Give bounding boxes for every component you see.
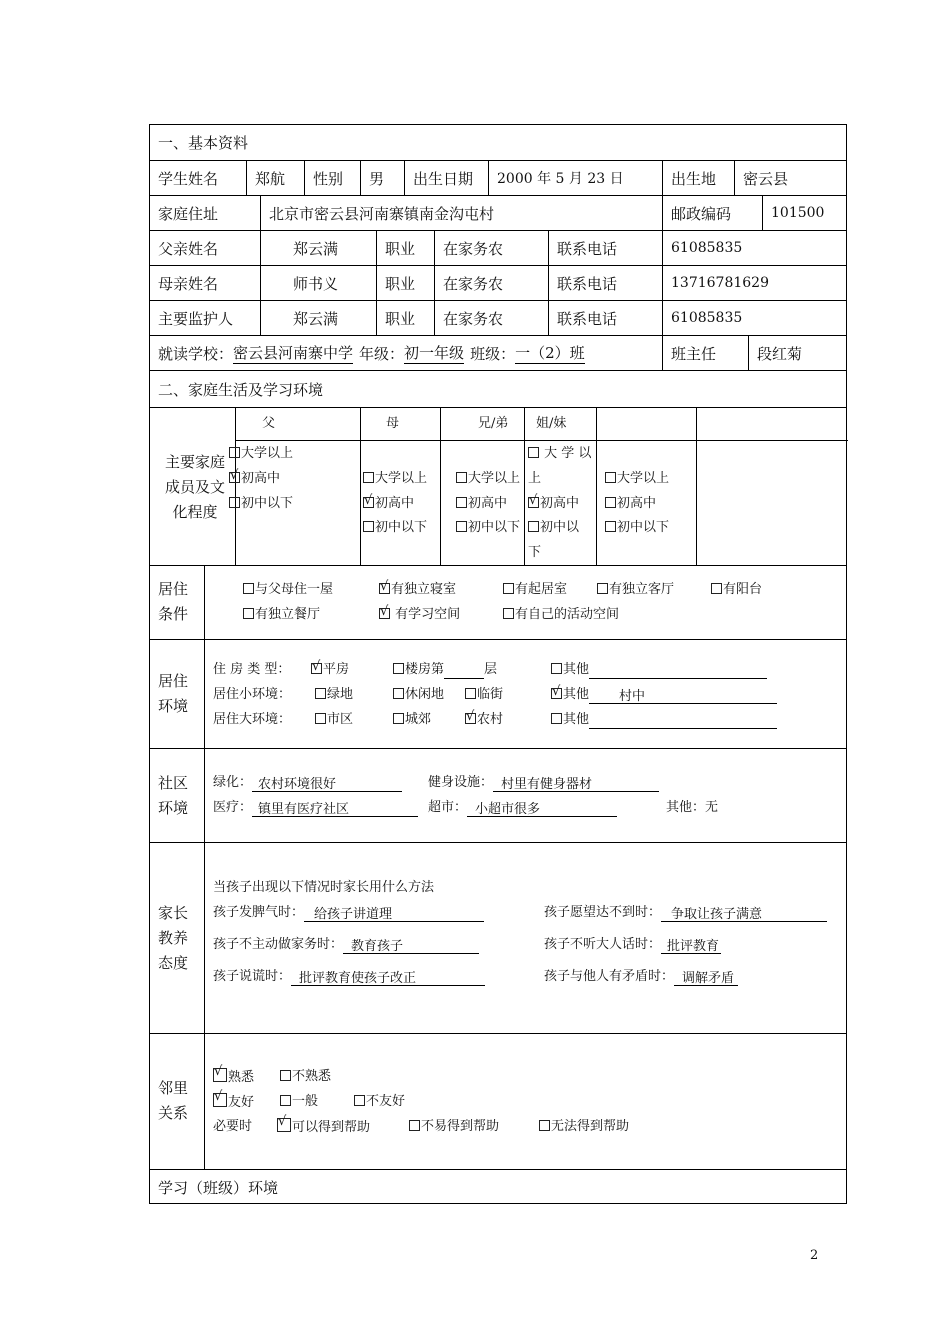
market-value[interactable]: 小超市很多 (467, 801, 617, 817)
option-label: 临街 (477, 687, 504, 702)
floor-blank[interactable] (444, 662, 484, 679)
checkbox-icon (393, 688, 404, 699)
gender-label: 性别 (304, 161, 360, 195)
teacher-label: 班主任 (662, 336, 748, 370)
answer[interactable]: 争取让孩子满意 (661, 906, 827, 922)
option-label: 不易得到帮助 (421, 1119, 500, 1134)
birthplace-value: 密云县 (734, 161, 848, 195)
guardian-job-label: 职业 (376, 301, 434, 335)
living-option[interactable] (243, 581, 333, 599)
option-label: 初中以下 (241, 496, 294, 511)
father-label: 父亲姓名 (158, 239, 219, 258)
option-label: 平房 (323, 662, 350, 677)
large-other-blank[interactable] (589, 712, 777, 729)
father-phone: 61085835 (662, 231, 848, 265)
checkbox-icon (551, 713, 562, 724)
checkbox-icon (243, 608, 254, 619)
parenting-q5 (213, 968, 485, 986)
checked-checkbox-icon (363, 497, 374, 508)
fitness-value[interactable]: 村里有健身器材 (493, 776, 659, 792)
question: 孩子说谎时： (213, 969, 292, 984)
checkbox-icon (243, 583, 254, 594)
mother-name: 师书义 (260, 266, 376, 300)
mother-phone-label: 联系电话 (548, 266, 662, 300)
section2-row (150, 370, 846, 407)
living-option[interactable] (503, 606, 619, 624)
parenting-intro: 当孩子出现以下情况时家长用什么方法 (213, 880, 435, 895)
header-father: 父 (262, 416, 276, 431)
field-label: 超市： (428, 800, 468, 815)
checkbox-icon (393, 663, 404, 674)
label-line: 关系 (158, 1104, 189, 1122)
option-label: 市区 (327, 712, 354, 727)
birthplace-label: 出生地 (662, 161, 734, 195)
school-row (150, 335, 846, 370)
gender-value: 男 (360, 161, 404, 195)
option-label: 层 (484, 662, 498, 677)
label-line: 条件 (158, 605, 189, 623)
friendly-option[interactable] (213, 1093, 254, 1112)
large-other-option[interactable] (551, 711, 777, 729)
living-option[interactable] (503, 581, 567, 599)
option-label: 与父母住一屋 (255, 582, 334, 597)
community-other: 其他：无 (666, 800, 719, 815)
option-label: 无法得到帮助 (551, 1119, 630, 1134)
living-option[interactable] (243, 606, 320, 624)
extra-mid-option[interactable] (605, 495, 656, 513)
building-option[interactable] (393, 661, 497, 679)
postcode-value: 101500 (762, 196, 848, 230)
checked-checkbox-icon (229, 472, 240, 483)
checkbox-icon (456, 497, 467, 508)
flat-option[interactable] (311, 661, 349, 679)
section1-title: 一、基本资料 (158, 134, 249, 152)
field-label: 健身设施： (428, 775, 494, 790)
option-label: 不友好 (366, 1094, 406, 1109)
street-option[interactable] (465, 686, 503, 704)
guardian-phone-label: 联系电话 (548, 301, 662, 335)
checkbox-icon (315, 688, 326, 699)
option-label: 其他 (563, 687, 590, 702)
parenting-q6 (544, 968, 738, 986)
checkbox-icon (229, 497, 240, 508)
medical-value[interactable]: 镇里有医疗社区 (252, 801, 418, 817)
student-info-form (149, 124, 847, 1204)
checked-checkbox-icon (213, 1068, 227, 1082)
checkbox-icon (597, 583, 608, 594)
postcode-label: 邮政编码 (662, 196, 762, 230)
living-environment-label (158, 669, 198, 719)
checkbox-icon (528, 521, 539, 532)
option-label: 初中以下 (375, 520, 428, 535)
option-label: 友好 (228, 1095, 255, 1110)
suburb-option[interactable] (393, 711, 431, 729)
answer[interactable]: 调解矛盾 (674, 970, 738, 986)
checked-checkbox-icon (528, 497, 539, 508)
familiar-option[interactable] (213, 1068, 254, 1087)
class-label: 班级： (470, 344, 516, 363)
checkbox-icon (363, 472, 374, 483)
sister-above-option[interactable] (528, 445, 591, 463)
living-option[interactable] (379, 606, 460, 624)
checkbox-icon (503, 608, 514, 619)
urban-option[interactable] (315, 711, 353, 729)
father-job: 在家务农 (434, 231, 548, 265)
school-value: 密云县河南寨中学 (233, 344, 354, 362)
option-label: 初高中 (468, 496, 508, 511)
checkbox-icon (280, 1070, 291, 1081)
label-line: 社区 (158, 774, 189, 792)
checkbox-icon (456, 521, 467, 532)
checkbox-icon (465, 688, 476, 699)
option-label: 城郊 (405, 712, 432, 727)
extra-below-option[interactable] (605, 519, 669, 537)
answer[interactable]: 批评教育 (661, 938, 721, 954)
page-number: 2 (810, 1248, 819, 1263)
father-above-option[interactable] (229, 445, 293, 463)
checkbox-icon (315, 713, 326, 724)
unfriendly-option[interactable] (354, 1093, 405, 1111)
checked-checkbox-icon (551, 688, 562, 699)
living-conditions-label (158, 577, 198, 627)
guardian-name: 郑云满 (260, 301, 376, 335)
sister-below-cont: 下 (528, 545, 542, 560)
large-env-label: 居住大环境： (213, 712, 292, 727)
guardian-job: 在家务农 (434, 301, 548, 335)
option-label: 其他 (563, 662, 590, 677)
header-sister: 姐/妹 (536, 416, 567, 431)
fitness-field (428, 774, 659, 792)
question: 孩子发脾气时： (213, 905, 305, 920)
option-label: 大学以上 (617, 471, 670, 486)
medical-field (213, 799, 418, 817)
parenting-q1 (213, 904, 484, 922)
leisure-option[interactable] (393, 686, 444, 704)
guardian-row (150, 300, 846, 335)
family-education-label (156, 450, 234, 525)
study-env-title: 学习（班级）环境 (158, 1179, 279, 1197)
study-env-row (150, 1169, 846, 1205)
label-line: 成员及文 (164, 478, 225, 496)
option-label: 初中以下 (468, 520, 521, 535)
label-line: 环境 (158, 799, 189, 817)
header-mother: 母 (386, 416, 400, 431)
class-value: 一（2）班 (515, 344, 585, 362)
checkbox-icon (551, 663, 562, 674)
brother-mid-option[interactable] (456, 495, 507, 513)
parenting-q3 (213, 936, 479, 954)
school-label: 就读学校： (158, 344, 234, 363)
label-line: 态度 (158, 954, 189, 972)
section2-title: 二、家庭生活及学习环境 (158, 380, 324, 399)
living-option[interactable] (597, 581, 674, 599)
checked-checkbox-icon (465, 713, 476, 724)
birth-value: 2000 年 5 月 23 日 (488, 161, 662, 195)
mother-mid-option[interactable] (363, 495, 414, 513)
living-conditions-row (150, 565, 846, 639)
question: 孩子不主动做家务时： (213, 937, 344, 952)
mother-job-label: 职业 (376, 266, 434, 300)
community-label (158, 771, 198, 821)
checkbox-icon (393, 713, 404, 724)
section1-row (150, 125, 846, 160)
living-option[interactable] (379, 581, 456, 599)
checked-checkbox-icon (277, 1118, 291, 1132)
family-education-row (150, 407, 846, 565)
option-label: 其他 (563, 712, 590, 727)
checkbox-icon (280, 1095, 291, 1106)
father-job-label: 职业 (376, 231, 434, 265)
option-label: 可以得到帮助 (292, 1120, 371, 1135)
option-label: 绿地 (327, 687, 354, 702)
housing-type-label: 住 房 类 型： (213, 662, 291, 677)
question: 孩子不听大人话时： (544, 937, 662, 952)
option-label: 不熟悉 (292, 1069, 332, 1084)
checkbox-icon (605, 497, 616, 508)
option-label: 有起居室 (515, 582, 568, 597)
header-brother: 兄/弟 (478, 416, 509, 431)
checked-checkbox-icon (311, 663, 322, 674)
checkbox-icon (503, 583, 514, 594)
help-no-option[interactable] (539, 1118, 629, 1136)
neighbors-label (158, 1076, 198, 1126)
option-label: 有独立寝室 (391, 582, 457, 597)
normal-option[interactable] (280, 1093, 318, 1111)
field-label: 医疗： (213, 800, 253, 815)
option-label: 大学以上 (375, 471, 428, 486)
brother-above-option[interactable] (456, 470, 520, 488)
parenting-label (158, 901, 198, 976)
housing-other-option[interactable] (551, 661, 767, 679)
help-hard-option[interactable] (409, 1118, 499, 1136)
question: 孩子与他人有矛盾时： (544, 969, 675, 984)
checkbox-icon (528, 447, 539, 458)
student-row (150, 160, 846, 195)
parenting-q4 (544, 936, 721, 954)
guardian-phone: 61085835 (662, 301, 848, 335)
parenting-q2 (544, 904, 827, 922)
checkbox-icon (605, 521, 616, 532)
label-line: 主要家庭 (164, 453, 225, 471)
birth-label: 出生日期 (404, 161, 488, 195)
label-line: 化程度 (172, 503, 218, 521)
option-label: 初高中 (617, 496, 657, 511)
mother-label: 母亲姓名 (158, 274, 219, 293)
option-label: 初高中 (241, 471, 281, 486)
father-phone-label: 联系电话 (548, 231, 662, 265)
greening-value[interactable]: 农村环境很好 (252, 776, 402, 792)
community-row (150, 748, 846, 842)
option-label: 初高中 (375, 496, 415, 511)
sister-below-option[interactable] (528, 519, 579, 537)
name-value: 郑航 (246, 161, 304, 195)
label-line: 环境 (158, 697, 189, 715)
sister-above-cont: 上 (528, 471, 542, 486)
checkbox-icon (539, 1120, 550, 1131)
option-label: 有学习空间 (395, 607, 461, 622)
option-label: 有阳台 (723, 582, 763, 597)
small-other-option[interactable] (551, 686, 777, 704)
checked-checkbox-icon (379, 583, 390, 594)
greening-field (213, 774, 402, 792)
extra-above-option[interactable] (605, 470, 669, 488)
address-value: 北京市密云县河南寨镇南金沟屯村 (260, 196, 662, 230)
teacher-value: 段红菊 (748, 336, 848, 370)
checkbox-icon (456, 472, 467, 483)
option-label: 有独立餐厅 (255, 607, 321, 622)
option-label: 一般 (292, 1094, 319, 1109)
label-line: 居住 (158, 672, 189, 690)
checkbox-icon (354, 1095, 365, 1106)
option-label: 初中以 (540, 520, 580, 535)
option-label: 楼房第 (405, 662, 445, 677)
checkbox-icon (605, 472, 616, 483)
address-label: 家庭住址 (158, 204, 219, 223)
living-environment-row (150, 639, 846, 748)
small-other-value[interactable]: 村中 (589, 688, 777, 704)
father-mid-option[interactable] (229, 470, 280, 488)
mother-phone: 13716781629 (662, 266, 848, 300)
help-yes-option[interactable] (277, 1118, 370, 1137)
father-row (150, 230, 846, 265)
option-label: 初高中 (540, 496, 580, 511)
need-label: 必要时 (213, 1119, 253, 1134)
unfamiliar-option[interactable] (280, 1068, 331, 1086)
label-line: 邻里 (158, 1079, 189, 1097)
market-field (428, 799, 617, 817)
school-info (150, 336, 662, 370)
living-option[interactable] (711, 581, 762, 599)
option-label: 有自己的活动空间 (515, 607, 620, 622)
guardian-label: 主要监护人 (158, 309, 234, 328)
option-label: 有独立客厅 (609, 582, 675, 597)
answer[interactable]: 给孩子讲道理 (304, 906, 484, 922)
mother-below-option[interactable] (363, 519, 427, 537)
grade-value: 初一年级 (404, 344, 465, 362)
parenting-row (150, 842, 846, 1033)
checkbox-icon (409, 1120, 420, 1131)
option-label: 熟悉 (228, 1070, 255, 1085)
checkbox-icon (711, 583, 722, 594)
option-label: 农村 (477, 712, 504, 727)
small-env-label: 居住小环境： (213, 687, 292, 702)
checked-checkbox-icon (379, 608, 390, 619)
neighbors-row (150, 1033, 846, 1169)
label-line: 居住 (158, 580, 189, 598)
option-label: 大 学 以 (544, 446, 592, 461)
checkbox-icon (363, 521, 374, 532)
rural-option[interactable] (465, 711, 503, 729)
green-option[interactable] (315, 686, 353, 704)
housing-other-blank[interactable] (589, 662, 767, 679)
name-label: 学生姓名 (158, 169, 219, 188)
mother-above-option[interactable] (363, 470, 427, 488)
grade-label: 年级： (359, 344, 405, 363)
answer[interactable]: 教育孩子 (343, 938, 479, 954)
mother-job: 在家务农 (434, 266, 548, 300)
field-label: 绿化： (213, 775, 253, 790)
sister-mid-option[interactable] (528, 495, 579, 513)
father-name: 郑云满 (260, 231, 376, 265)
label-line: 家长 (158, 904, 189, 922)
mother-row (150, 265, 846, 300)
question: 孩子愿望达不到时： (544, 905, 662, 920)
option-label: 初中以下 (617, 520, 670, 535)
father-below-option[interactable] (229, 495, 293, 513)
option-label: 休闲地 (405, 687, 445, 702)
checked-checkbox-icon (213, 1093, 227, 1107)
brother-below-option[interactable] (456, 519, 520, 537)
label-line: 教养 (158, 929, 189, 947)
address-row (150, 195, 846, 230)
option-label: 大学以上 (241, 446, 294, 461)
option-label: 大学以上 (468, 471, 521, 486)
checkbox-icon (229, 447, 240, 458)
answer[interactable]: 批评教育使孩子改正 (291, 970, 485, 986)
